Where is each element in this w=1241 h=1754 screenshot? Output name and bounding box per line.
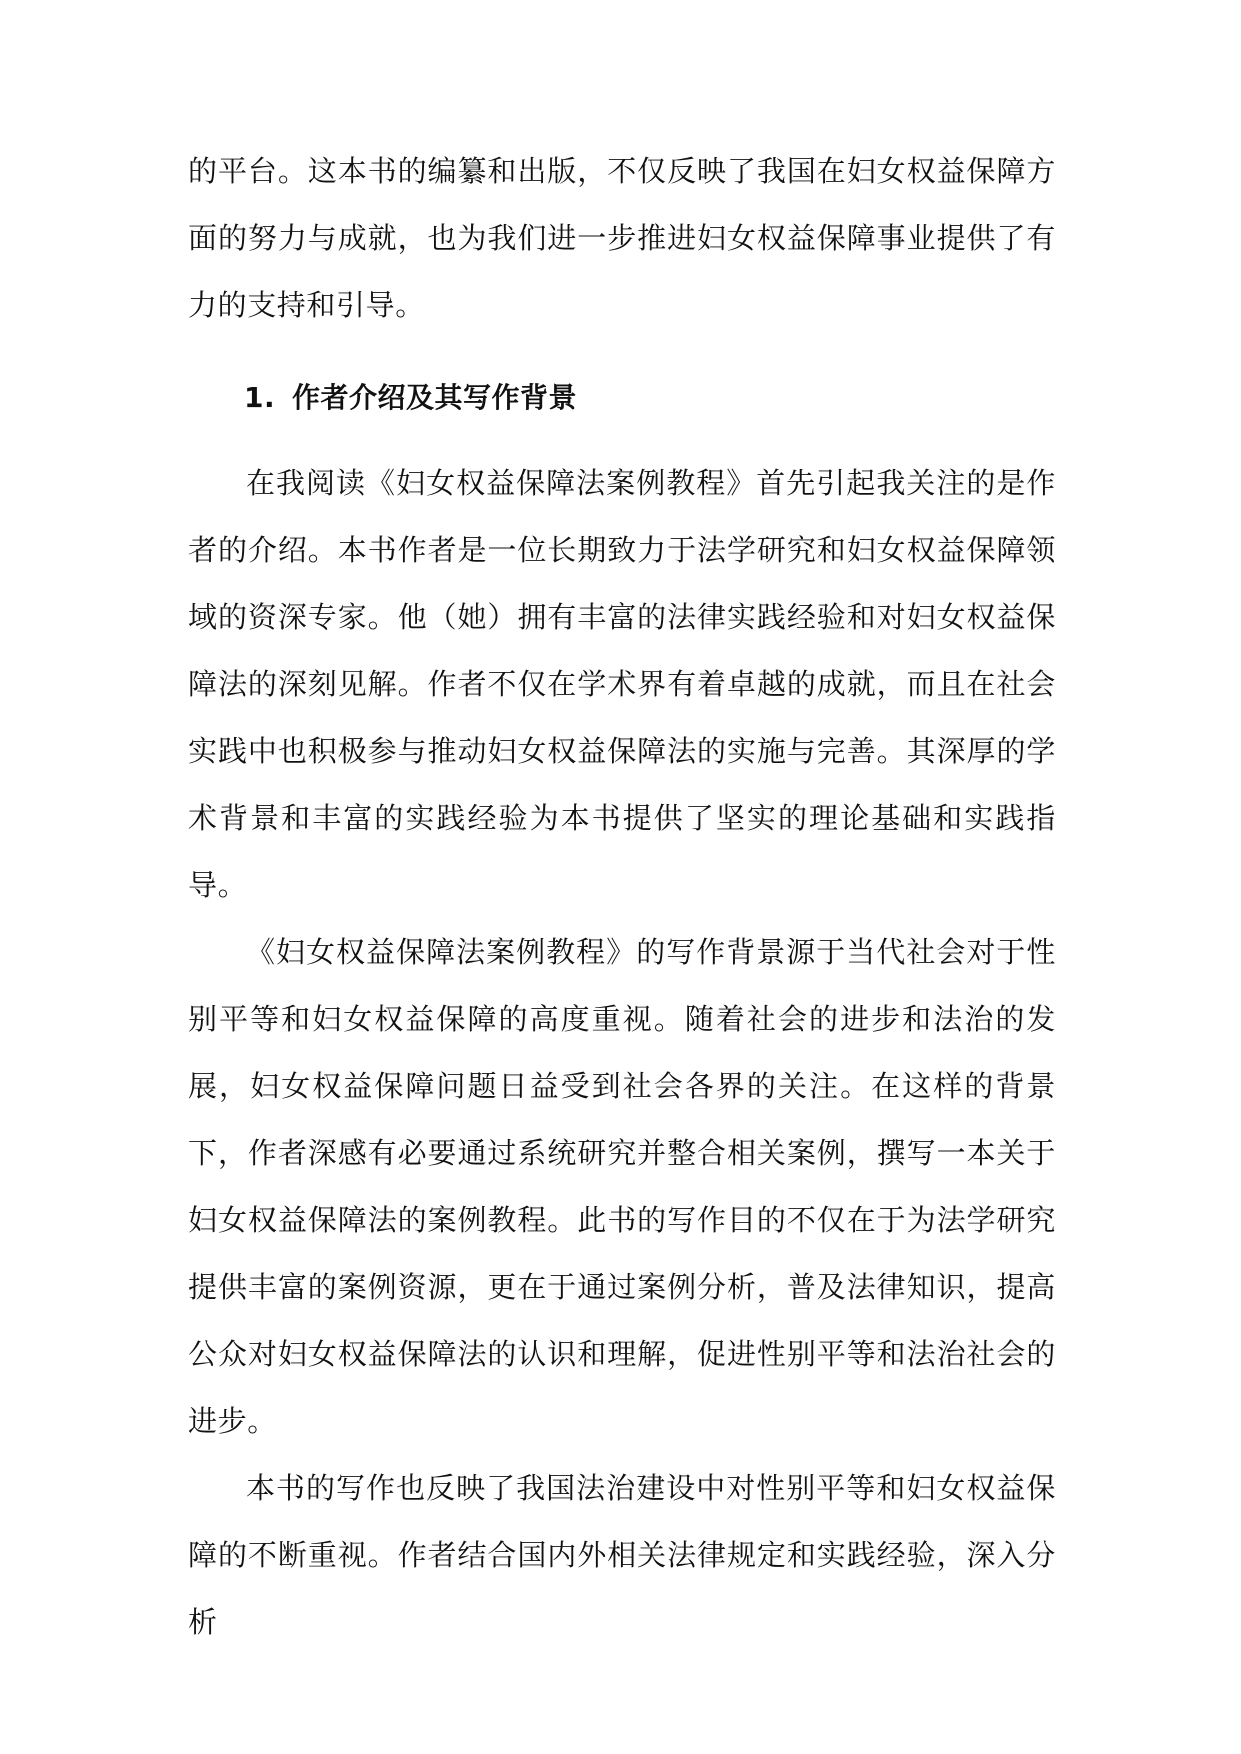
paragraph-continued: 的平台。这本书的编纂和出版，不仅反映了我国在妇女权益保障方面的努力与成就，也为我们进一步推进妇女权益保障事业提供了有力的支持和引导。	[188, 154, 1056, 322]
section-heading	[188, 366, 1056, 430]
section-number: 1.	[244, 381, 276, 414]
section-title: 作者介绍及其写作背景	[292, 381, 578, 414]
document-page	[188, 138, 1056, 1656]
paragraph-writing-background: 《妇女权益保障法案例教程》的写作背景源于当代社会对于性别平等和妇女权益保障的高度重视。随着社会的进步和法治的发展，妇女权益保障问题日益受到社会各界的关注。在这样的背景下，作者深感有必要通过系统研究并整合相关案例，撰写一本关于妇女权益保障法的案例教程。此书的写作目的不仅在于为法学研究提供丰富的案例资源，更在于通过案例分析，普及法律知识，提高公众对妇女权益保障法的认识和理解，促进性别平等和法治社会的进步。	[188, 935, 1056, 1438]
paragraph-author-intro: 在我阅读《妇女权益保障法案例教程》首先引起我关注的是作者的介绍。本书作者是一位长期致力于法学研究和妇女权益保障领域的资深专家。他（她）拥有丰富的法律实践经验和对妇女权益保障法的深刻见解。作者不仅在学术界有着卓越的成就，而且在社会实践中也积极参与推动妇女权益保障法的实施与完善。其深厚的学术背景和丰富的实践经验为本书提供了坚实的理论基础和实践指导。	[188, 466, 1056, 902]
paragraph-legal-development: 本书的写作也反映了我国法治建设中对性别平等和妇女权益保障的不断重视。作者结合国内外相关法律规定和实践经验，深入分析	[188, 1471, 1056, 1639]
